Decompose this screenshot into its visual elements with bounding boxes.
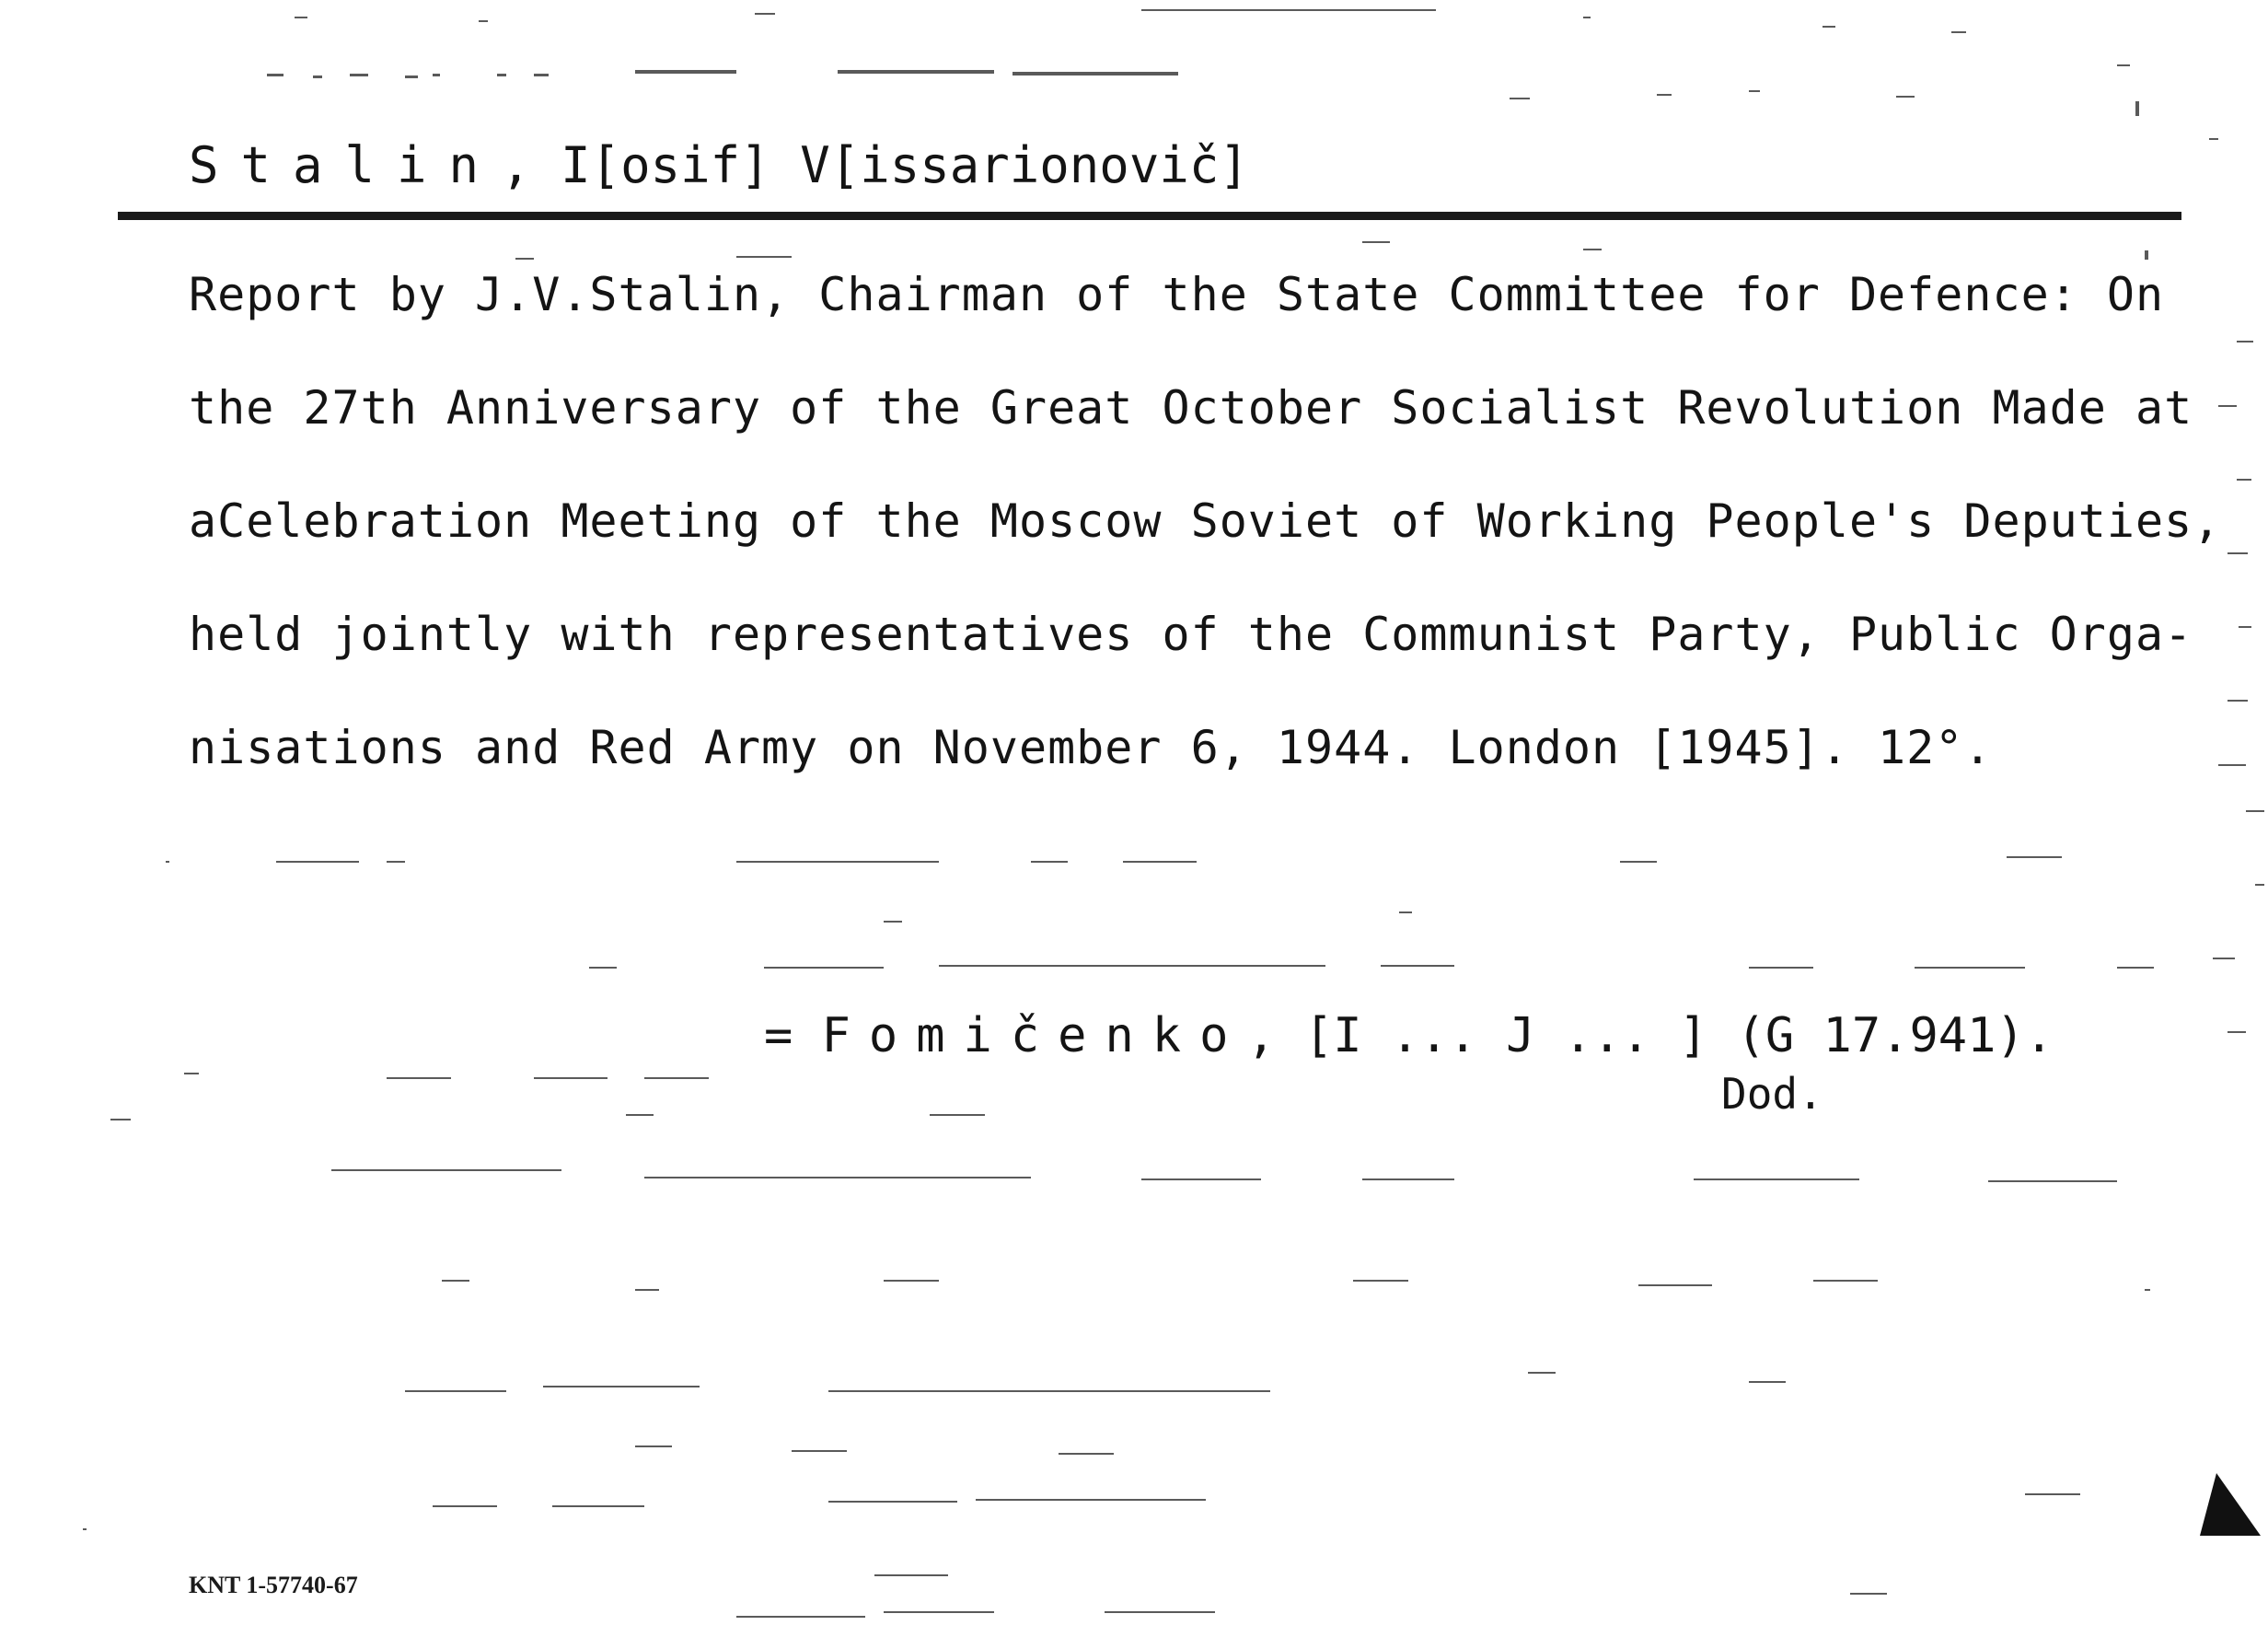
title-line: Report by J.V.Stalin, Chairman of the State Committee for Defence: On [189,268,2165,321]
title-line: nisations and Red Army on November 6, 1944. London [1945]. 12°. [189,721,1993,774]
catalog-code: KNT 1-57740-67 [189,1572,358,1598]
card-heading [189,134,1249,198]
corner-triangle-mark [2200,1473,2264,1538]
heading-rule [118,212,2181,220]
author-given-names: I[osif] V[issarionovič] [561,136,1249,194]
role-note: Dod. [1721,1069,1823,1119]
equals-prefix: = [764,1008,793,1063]
title-line: aCelebration Meeting of the Moscow Soviet of Working People's Deputies, [189,494,2222,548]
title-description [189,267,2222,833]
translator-name: Fomičenko [821,1008,1247,1063]
translator-entry [764,1004,2054,1068]
shelfmark: (G 17.941). [1736,1008,2054,1063]
translator-initials: , [I ... J ... ] [1246,1008,1708,1063]
heading-separator: , [501,136,531,194]
author-surname: Stalin [189,136,502,194]
title-line: held jointly with representatives of the Communist Party, Public Orga- [189,608,2193,661]
title-line: the 27th Anniversary of the Great October Socialist Revolution Made at [189,381,2193,435]
